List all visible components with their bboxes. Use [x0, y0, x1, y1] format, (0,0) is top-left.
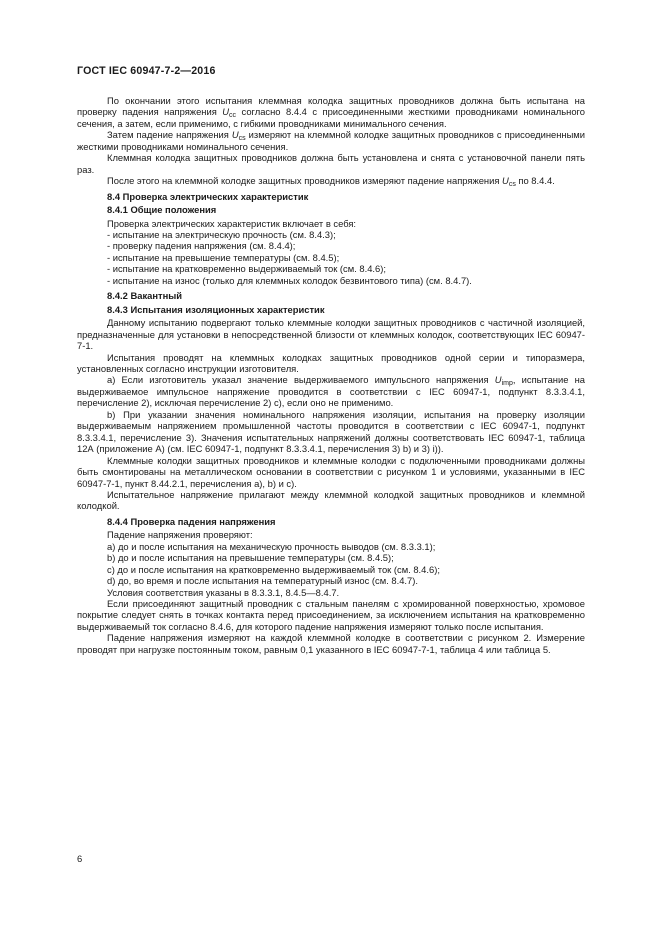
paragraph: После этого на клеммной колодке защитных проводников измеряют падение напряжения $U_{cs}$ по 8.4.4.: [107, 175, 555, 189]
paragraph: Затем падение напряжения $U_{cs}$ измеряют на клеммной колодке защитных проводников с присоединенными жесткими проводниками номинального сечения.: [77, 129, 585, 152]
paragraph: Клеммная колодка защитных проводников должна быть установлена и снята с установочной панели пять раз.: [77, 152, 585, 175]
list-item: - испытание на электрическую прочность (см. 8.4.3);: [107, 228, 336, 240]
list-item: d) до, во время и после испытания на температурный износ (см. 8.4.7).: [107, 575, 418, 587]
list-item: - испытание на износ (только для клеммных колодок безвинтового типа) (см. 8.4.7).: [107, 274, 472, 286]
paragraph: Испытания проводят на клеммных колодках защитных проводников одной серии и типоразмера, установленных согласно инструкции изготовителя.: [77, 351, 585, 374]
subsection-heading: 8.4.1 Общие положения: [107, 204, 217, 216]
paragraph: Падение напряжения проверяют:: [107, 529, 253, 541]
document-header: ГОСТ IEC 60947-7-2—2016: [77, 65, 216, 77]
paragraph: Проверка электрических характеристик включает в себя:: [107, 217, 357, 229]
paragraph: Данному испытанию подвергают только клеммные колодки защитных проводников с частичной изоляцией, предназначенные для установки в непосредственной близости от клеммных колодок, соответствующих IEC 60947-7-1.: [77, 317, 585, 352]
page-number: 6: [77, 853, 83, 864]
document-body: [77, 95, 585, 655]
list-item: - испытание на кратковременно выдерживаемый ток (см. 8.4.6);: [107, 263, 386, 275]
paragraph: а) Если изготовитель указал значение выдерживаемого импульсного напряжения $U_{imp}$, испытание на выдерживаемое импульсное напряжение проводится в соответствии с IEC 60947-1, подпункт 8.3.3.4.1, перечисление 2), исключая перечисление 2) с), если оно не применимо.: [77, 374, 585, 409]
list-item: - испытание на превышение температуры (см. 8.4.5);: [107, 251, 340, 263]
subsection-heading: 8.4.3 Испытания изоляционных характеристик: [107, 303, 325, 315]
paragraph: Условия соответствия указаны в 8.3.3.1, 8.4.5—8.4.7.: [107, 586, 340, 598]
subsection-heading: 8.4.2 Вакантный: [107, 290, 183, 302]
list-item: b) до и после испытания на превышение температуры (см. 8.4.5);: [107, 552, 394, 564]
paragraph: b) При указании значения номинального напряжения изоляции, испытания на проверку изоляции выдерживаемым напряжением промышленной частоты проводится в соответствии с IEC 60947-1, подпункт 8.3.3.4.1, перечисление 3). Значения испытательных напряжений должны соответствовать IEC 60947-1, таблица 12А (приложение А) (см. IEC 60947-1, подпункт 8.3.3.4.1, перечисления 3) b) и 3) i)).: [77, 408, 585, 455]
list-item: - проверку падения напряжения (см. 8.4.4);: [107, 240, 296, 252]
list-item: а) до и после испытания на механическую прочность выводов (см. 8.3.3.1);: [107, 540, 436, 552]
paragraph: Клеммные колодки защитных проводников и клеммные колодки с подключенными проводниками должны быть смонтированы на металлическом основании в соответствии с рисунком 1 и условиями, указанными в IEC 60947-7-1, пункт 8.44.2.1, перечисления а), b) и с).: [77, 454, 585, 489]
paragraph: Если присоединяют защитный проводник с стальным панелям с хромированной поверхностью, хромовое покрытие следует снять в точках контакта перед присоединением, за исключением испытания на кратковременно выдерживаемый ток согласно 8.4.6, для которого падение напряжения измеряют только после испытания.: [77, 598, 585, 632]
section-heading: 8.4 Проверка электрических характеристик: [107, 190, 309, 202]
paragraph: По окончании этого испытания клеммная колодка защитных проводников должна быть испытана на проверку падения напряжения $U_{cc}$ согласно 8.4.4 с присоединенными жесткими проводниками номинального сечения, а затем, если применимо, с гибкими проводниками минимального сечения.: [77, 95, 585, 129]
paragraph: Испытательное напряжение прилагают между клеммной колодкой защитных проводников и клеммной колодкой.: [77, 488, 585, 512]
subsection-heading: 8.4.4 Проверка падения напряжения: [107, 515, 276, 527]
list-item: с) до и после испытания на кратковременно выдерживаемый ток (см. 8.4.6);: [107, 563, 440, 575]
paragraph: Падение напряжения измеряют на каждой клеммной колодке в соответствии с рисунком 2. Измерение проводят при нагрузке постоянным током, равным 0,1 указанного в IEC 60947-7-1, таблица 4 или таблица 5.: [77, 632, 585, 655]
